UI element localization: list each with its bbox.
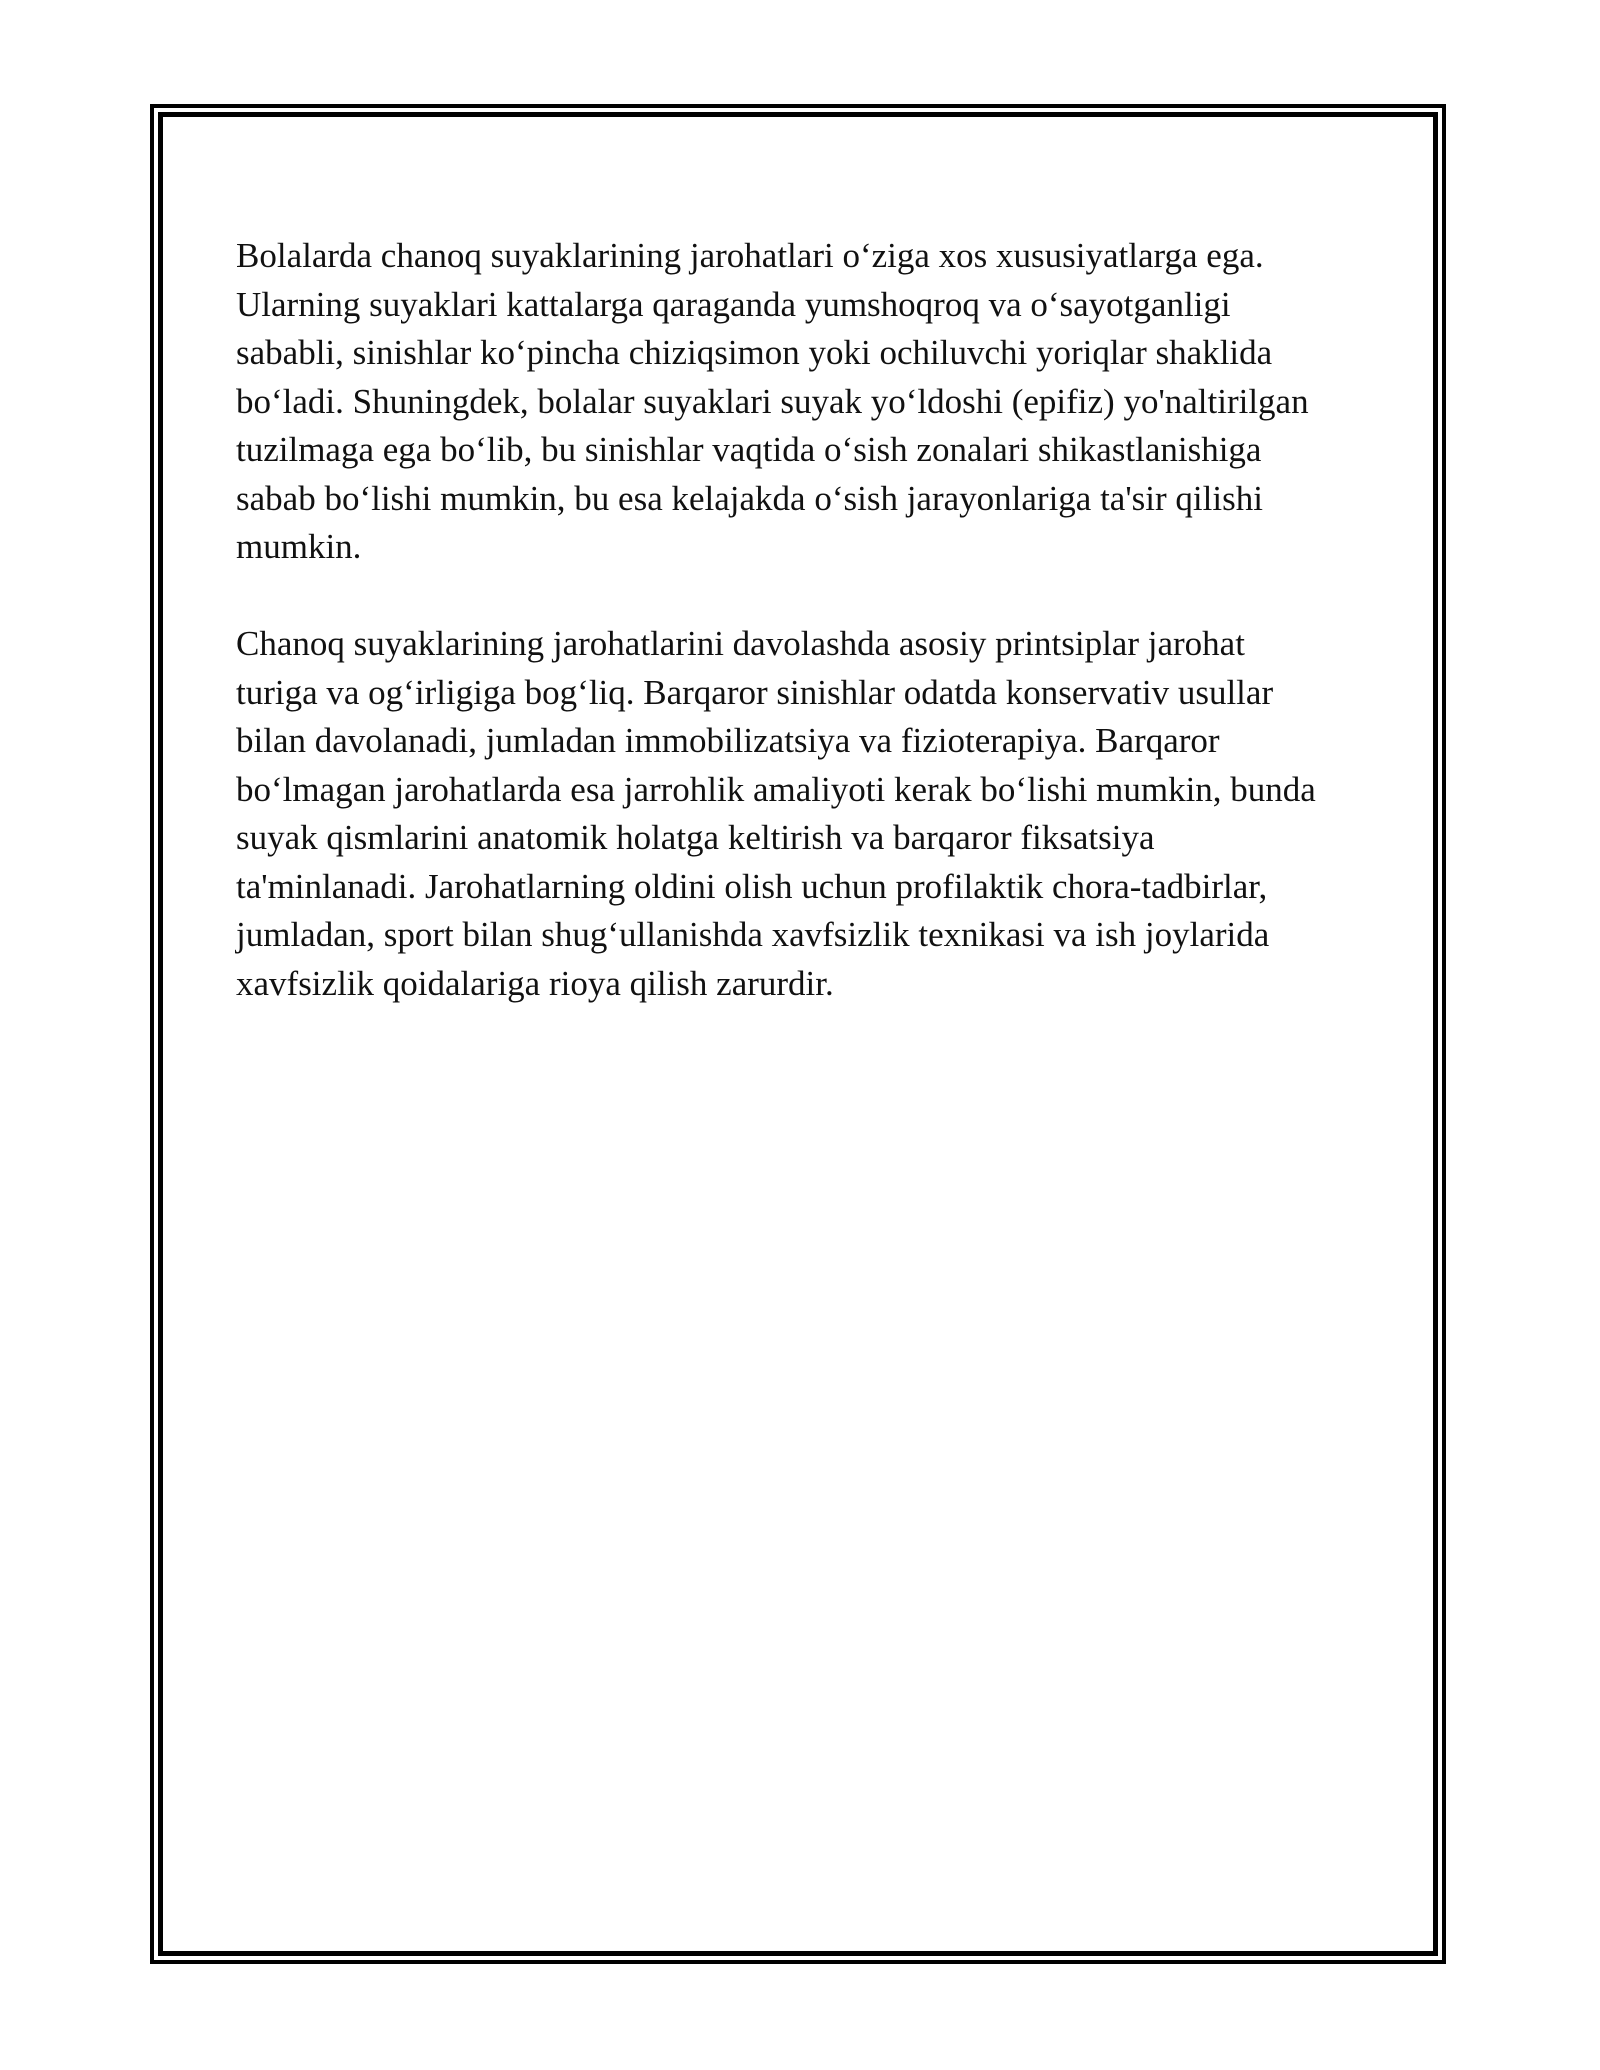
paragraph-2: Chanoq suyaklarining jarohatlarini davolashda asosiy printsiplar jarohat turiga va og‘irligiga bog‘liq. Barqaror sinishlar odatda konservativ usullar bilan davolanadi, jumladan immobilizatsiya va fizioterapiya. Barqaror bo‘lmagan jarohatlarda esa jarrohlik amaliyoti kerak bo‘lishi mumkin, bunda suyak qismlarini anatomik holatga keltirish va barqaror fiksatsiya ta'minlanadi. Jarohatlarning oldini olish uchun profilaktik chora-tadbirlar, jumladan, sport bilan shug‘ullanishda xavfsizlik texnikasi va ish joylarida xavfsizlik qoidalariga rioya qilish zarurdir. bbox=[236, 624, 1316, 1003]
document-body bbox=[236, 232, 1386, 1008]
paragraph-1: Bolalarda chanoq suyaklarining jarohatlari o‘ziga xos xususiyatlarga ega. Ularning suyaklari kattalarga qaraganda yumshoqroq va o‘sayotganligi sababli, sinishlar ko‘pincha chiziqsimon yoki ochiluvchi yoriqlar shaklida bo‘ladi. Shuningdek, bolalar suyaklari suyak yo‘ldoshi (epifiz) yo'naltirilgan tuzilmaga ega bo‘lib, bu sinishlar vaqtida o‘sish zonalari shikastlanishiga sabab bo‘lishi mumkin, bu esa kelajakda o‘sish jarayonlariga ta'sir qilishi mumkin. bbox=[236, 236, 1309, 566]
